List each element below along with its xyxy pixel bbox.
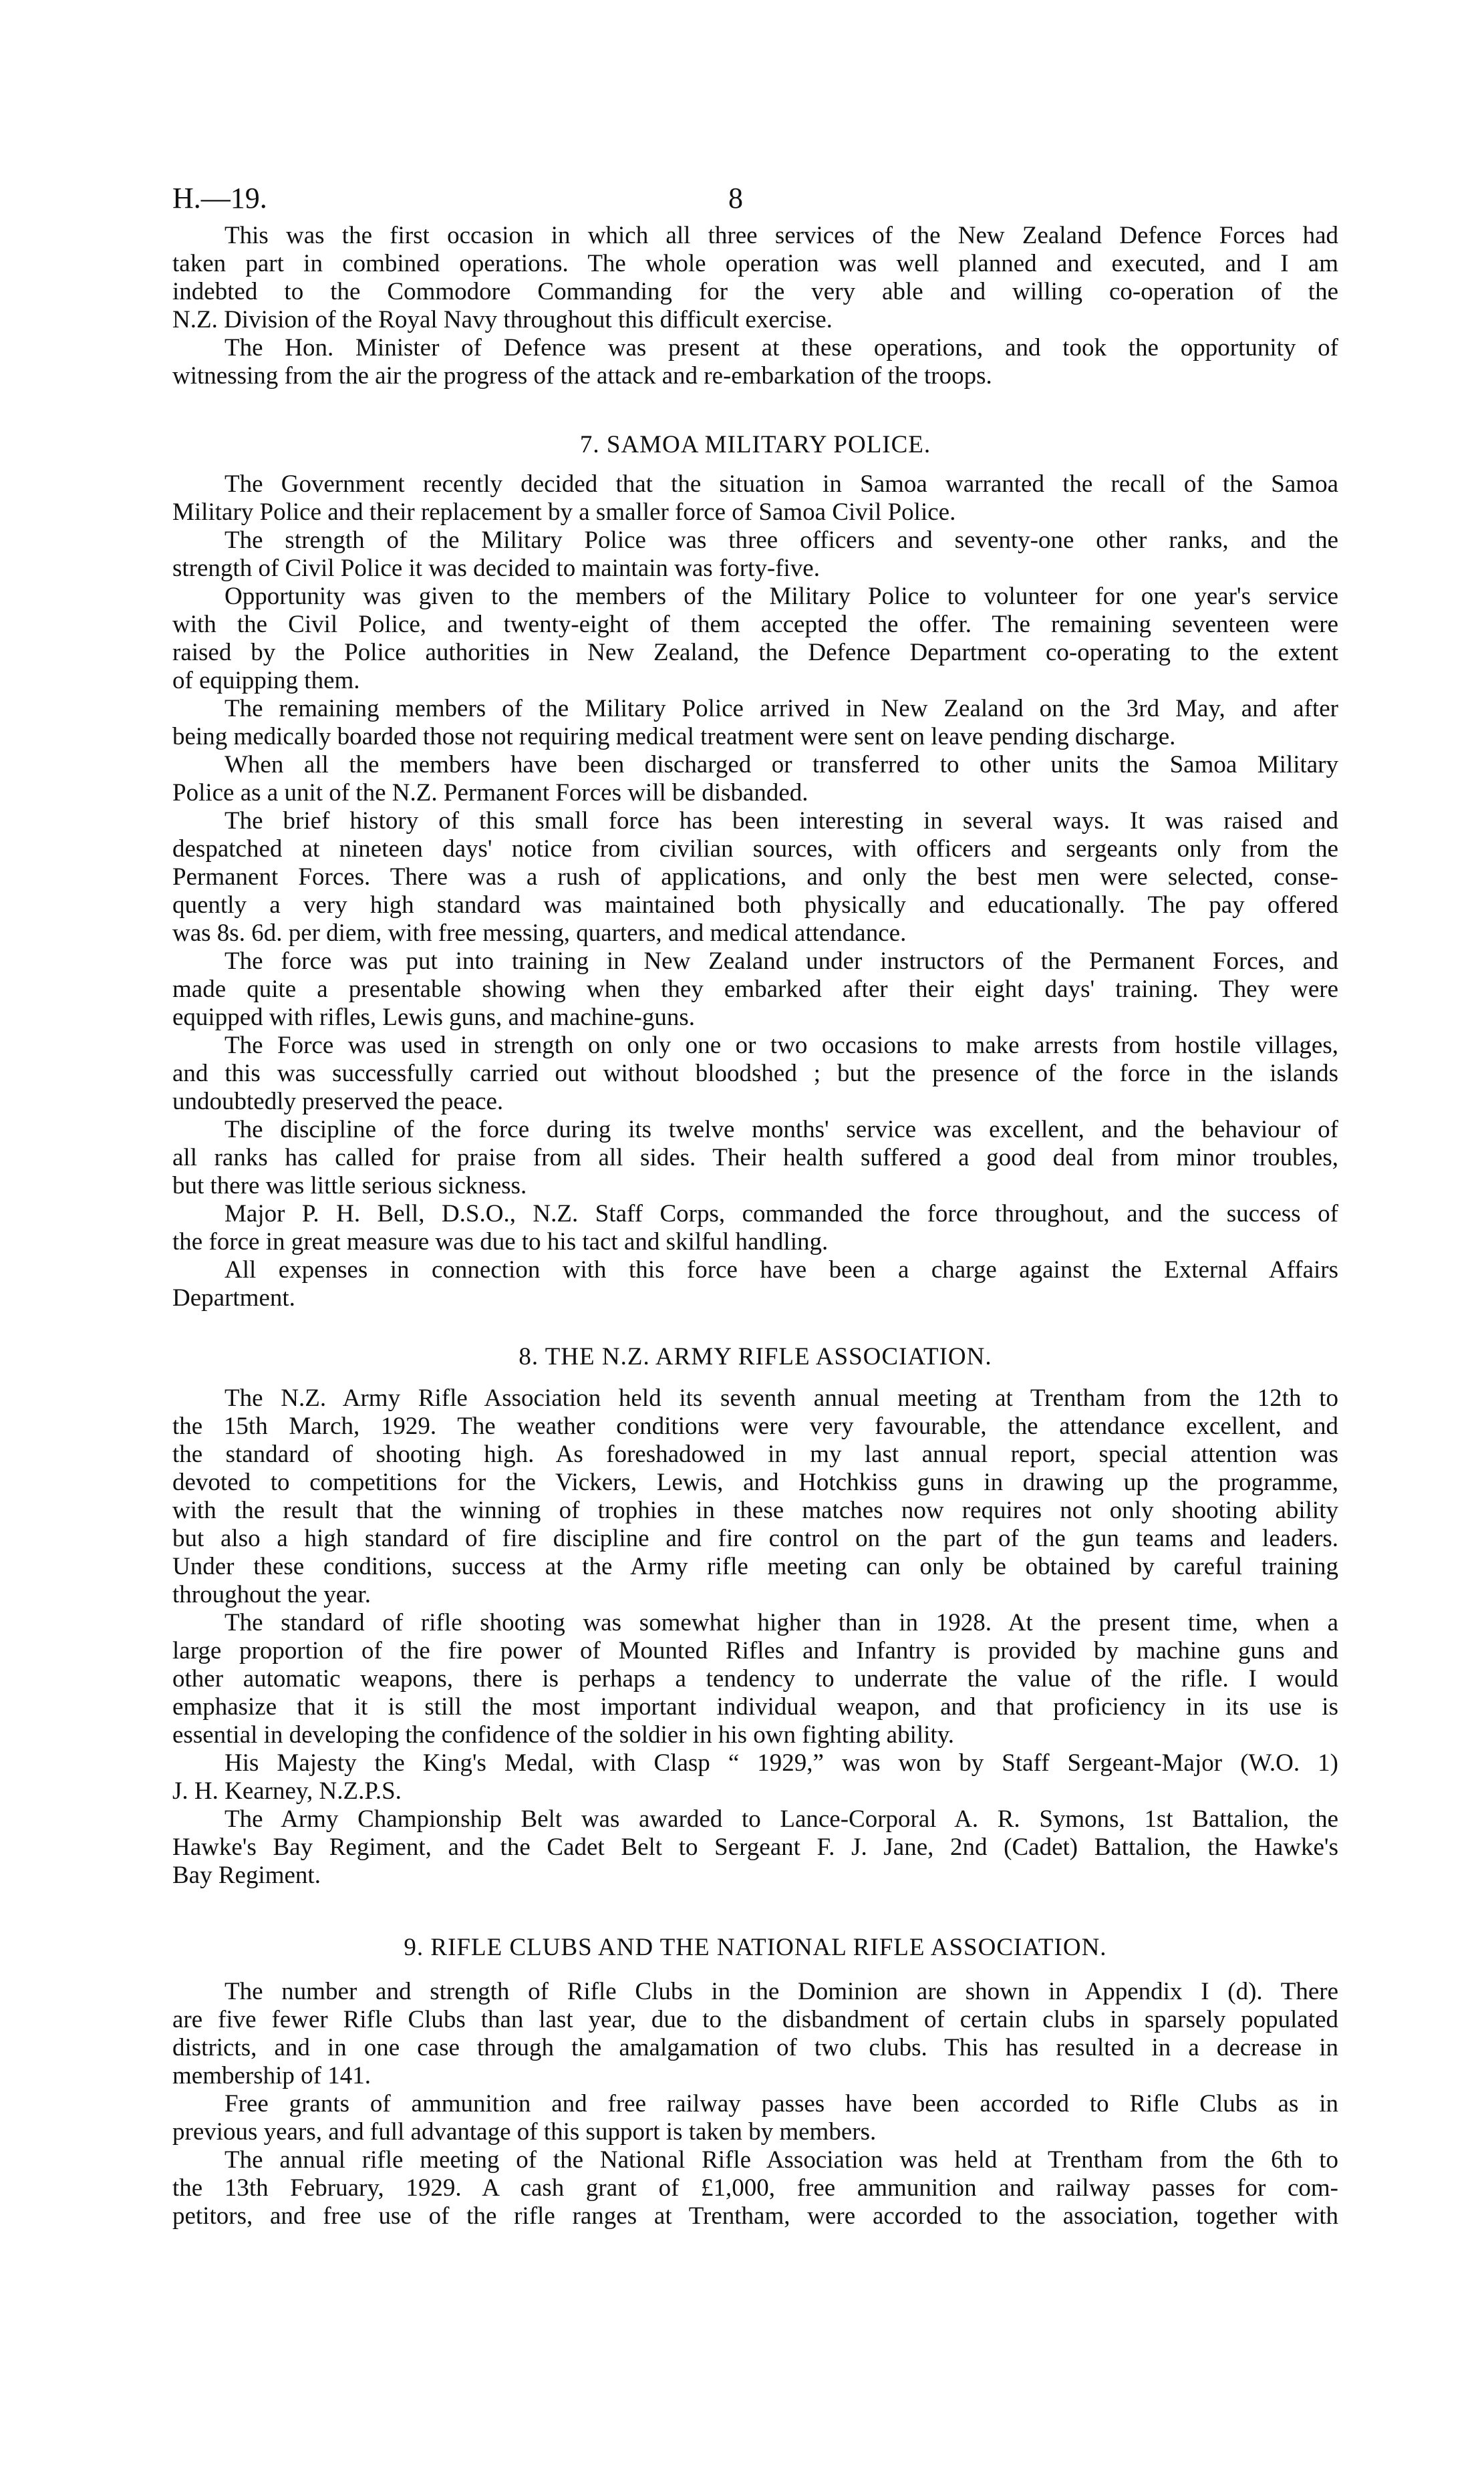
section-body-army-rifle-association <box>172 1384 1338 1890</box>
text-line: strength of Civil Police it was decided to maintain was forty-five. <box>172 555 820 582</box>
paragraph <box>172 222 1338 334</box>
text-line: Major P. H. Bell, D.S.O., N.Z. Staff Corps, commanded the force throughout, and the success of <box>225 1200 1338 1227</box>
text-line: Military Police and their replacement by a smaller force of Samoa Civil Police. <box>172 498 956 526</box>
paragraph <box>172 1978 1338 2090</box>
text-line: and this was successfully carried out without bloodshed ; but the presence of the force in the islands <box>172 1060 1338 1087</box>
page-number: 8 <box>728 182 743 214</box>
text-line: was 8s. 6d. per diem, with free messing, quarters, and medical attendance. <box>172 919 907 947</box>
section-heading-army-rifle-association: 8. THE N.Z. ARMY RIFLE ASSOCIATION. <box>518 1343 992 1370</box>
text-line: All expenses in connection with this force have been a charge against the External Affairs <box>225 1256 1338 1284</box>
text-line: all ranks has called for praise from all sides. Their health suffered a good deal from minor troubles, <box>172 1144 1338 1171</box>
paragraph <box>172 1805 1338 1890</box>
text-line: The Government recently decided that the situation in Samoa warranted the recall of the Samoa <box>225 470 1338 498</box>
text-line: undoubtedly preserved the peace. <box>172 1088 504 1115</box>
text-line: witnessing from the air the progress of the attack and re-embarkation of the troops. <box>172 362 992 390</box>
text-line: essential in developing the confidence of the soldier in his own fighting ability. <box>172 1721 955 1749</box>
paragraph <box>172 695 1338 751</box>
text-line: Under these conditions, success at the Army rifle meeting can only be obtained by careful training <box>172 1553 1338 1580</box>
paragraph <box>172 1749 1338 1805</box>
text-line: throughout the year. <box>172 1581 371 1608</box>
text-line: N.Z. Division of the Royal Navy throughout this difficult exercise. <box>172 306 833 333</box>
text-line: devoted to competitions for the Vickers, Lewis, and Hotchkiss guns in drawing up the programme, <box>172 1469 1338 1496</box>
text-line: The Army Championship Belt was awarded to Lance-Corporal A. R. Symons, 1st Battalion, the <box>225 1805 1338 1833</box>
section-heading-rifle-clubs: 9. RIFLE CLUBS AND THE NATIONAL RIFLE ASSOCIATION. <box>404 1934 1107 1961</box>
text-line: but there was little serious sickness. <box>172 1172 527 1199</box>
text-line: petitors, and free use of the rifle ranges at Trentham, were accorded to the association, together with <box>172 2202 1338 2230</box>
section-heading-samoa-military-police: 7. SAMOA MILITARY POLICE. <box>579 431 931 458</box>
text-line: J. H. Kearney, N.Z.P.S. <box>172 1777 402 1805</box>
paragraph <box>172 334 1338 390</box>
paragraph <box>172 751 1338 807</box>
paragraph <box>172 807 1338 947</box>
text-line: raised by the Police authorities in New Zealand, the Defence Department co-operating to the extent <box>172 639 1338 666</box>
paragraph <box>172 1384 1338 1609</box>
paragraph <box>172 2090 1338 2146</box>
intro-text <box>172 222 1338 390</box>
text-line: The Hon. Minister of Defence was present at these operations, and took the opportunity of <box>225 334 1338 361</box>
text-line: The discipline of the force during its twelve months' service was excellent, and the behaviour of <box>225 1116 1338 1143</box>
text-line: Police as a unit of the N.Z. Permanent Forces will be disbanded. <box>172 779 808 807</box>
text-line: with the Civil Police, and twenty-eight of them accepted the offer. The remaining seventeen were <box>172 611 1338 638</box>
section-body-rifle-clubs <box>172 1978 1338 2230</box>
paragraph <box>172 1256 1338 1312</box>
text-line: The strength of the Military Police was three officers and seventy-one other ranks, and the <box>225 527 1338 554</box>
text-line: emphasize that it is still the most important individual weapon, and that proficiency in its use is <box>172 1693 1338 1721</box>
text-line: the force in great measure was due to his tact and skilful handling. <box>172 1228 829 1256</box>
text-line: Bay Regiment. <box>172 1862 321 1889</box>
text-line: Permanent Forces. There was a rush of applications, and only the best men were selected, conse- <box>172 863 1338 891</box>
text-line: the 15th March, 1929. The weather conditions were very favourable, the attendance excellent, and <box>172 1413 1338 1440</box>
text-line: quently a very high standard was maintained both physically and educationally. The pay offered <box>172 891 1338 919</box>
text-line: Opportunity was given to the members of the Military Police to volunteer for one year's service <box>225 583 1338 610</box>
text-line: the 13th February, 1929. A cash grant of £1,000, free ammunition and railway passes for com- <box>172 2174 1338 2202</box>
text-line: previous years, and full advantage of this support is taken by members. <box>172 2118 877 2146</box>
text-line: indebted to the Commodore Commanding for the very able and willing co-operation of the <box>172 278 1338 305</box>
text-line: Department. <box>172 1284 295 1312</box>
text-line: Free grants of ammunition and free railway passes have been accorded to Rifle Clubs as in <box>225 2090 1338 2118</box>
text-line: made quite a presentable showing when they embarked after their eight days' training. They were <box>172 976 1338 1003</box>
text-line: taken part in combined operations. The whole operation was well planned and executed, and I am <box>172 250 1338 277</box>
text-line: His Majesty the King's Medal, with Clasp “ 1929,” was won by Staff Sergeant-Major (W.O. 1) <box>225 1749 1338 1777</box>
paragraph <box>172 1032 1338 1116</box>
text-line: The number and strength of Rifle Clubs in the Dominion are shown in Appendix I (d). There <box>225 1978 1338 2005</box>
text-line: The remaining members of the Military Police arrived in New Zealand on the 3rd May, and after <box>225 695 1338 722</box>
paragraph <box>172 1116 1338 1200</box>
paragraph <box>172 1609 1338 1749</box>
paragraph <box>172 527 1338 583</box>
text-line: with the result that the winning of trophies in these matches now requires not only shooting ability <box>172 1497 1338 1524</box>
paragraph <box>172 1200 1338 1256</box>
text-line: other automatic weapons, there is perhaps a tendency to underrate the value of the rifle. I would <box>172 1665 1338 1693</box>
text-line: The force was put into training in New Zealand under instructors of the Permanent Forces, and <box>225 947 1338 975</box>
paragraph <box>172 470 1338 527</box>
text-line: The annual rifle meeting of the National Rifle Association was held at Trentham from the 6th to <box>225 2146 1338 2174</box>
document-reference: H.—19. <box>172 182 267 214</box>
paragraph <box>172 2146 1338 2230</box>
text-line: The Force was used in strength on only one or two occasions to make arrests from hostile villages, <box>225 1032 1338 1059</box>
text-line: of equipping them. <box>172 667 360 694</box>
text-line: membership of 141. <box>172 2062 371 2089</box>
text-line: equipped with rifles, Lewis guns, and machine-guns. <box>172 1004 695 1031</box>
paragraph <box>172 947 1338 1032</box>
text-line: This was the first occasion in which all three services of the New Zealand Defence Forces had <box>225 222 1338 249</box>
text-line: being medically boarded those not requiring medical treatment were sent on leave pending discharge. <box>172 723 1176 750</box>
text-line: large proportion of the fire power of Mounted Rifles and Infantry is provided by machine guns and <box>172 1637 1338 1664</box>
text-line: but also a high standard of fire discipline and fire control on the part of the gun teams and leaders. <box>172 1525 1338 1552</box>
text-line: districts, and in one case through the amalgamation of two clubs. This has resulted in a decrease in <box>172 2034 1338 2061</box>
text-line: the standard of shooting high. As foreshadowed in my last annual report, special attention was <box>172 1441 1338 1468</box>
text-line: are five fewer Rifle Clubs than last year, due to the disbandment of certain clubs in sparsely populated <box>172 2006 1338 2033</box>
text-line: The standard of rifle shooting was somewhat higher than in 1928. At the present time, when a <box>225 1609 1338 1636</box>
text-line: despatched at nineteen days' notice from civilian sources, with officers and sergeants only from the <box>172 835 1338 863</box>
text-line: Hawke's Bay Regiment, and the Cadet Belt to Sergeant F. J. Jane, 2nd (Cadet) Battalion, the Hawke's <box>172 1834 1338 1861</box>
section-body-samoa-military-police <box>172 470 1338 1312</box>
text-line: When all the members have been discharged or transferred to other units the Samoa Military <box>225 751 1338 778</box>
paragraph <box>172 583 1338 695</box>
text-line: The N.Z. Army Rifle Association held its seventh annual meeting at Trentham from the 12th to <box>225 1384 1338 1412</box>
text-line: The brief history of this small force has been interesting in several ways. It was raised and <box>225 807 1338 835</box>
